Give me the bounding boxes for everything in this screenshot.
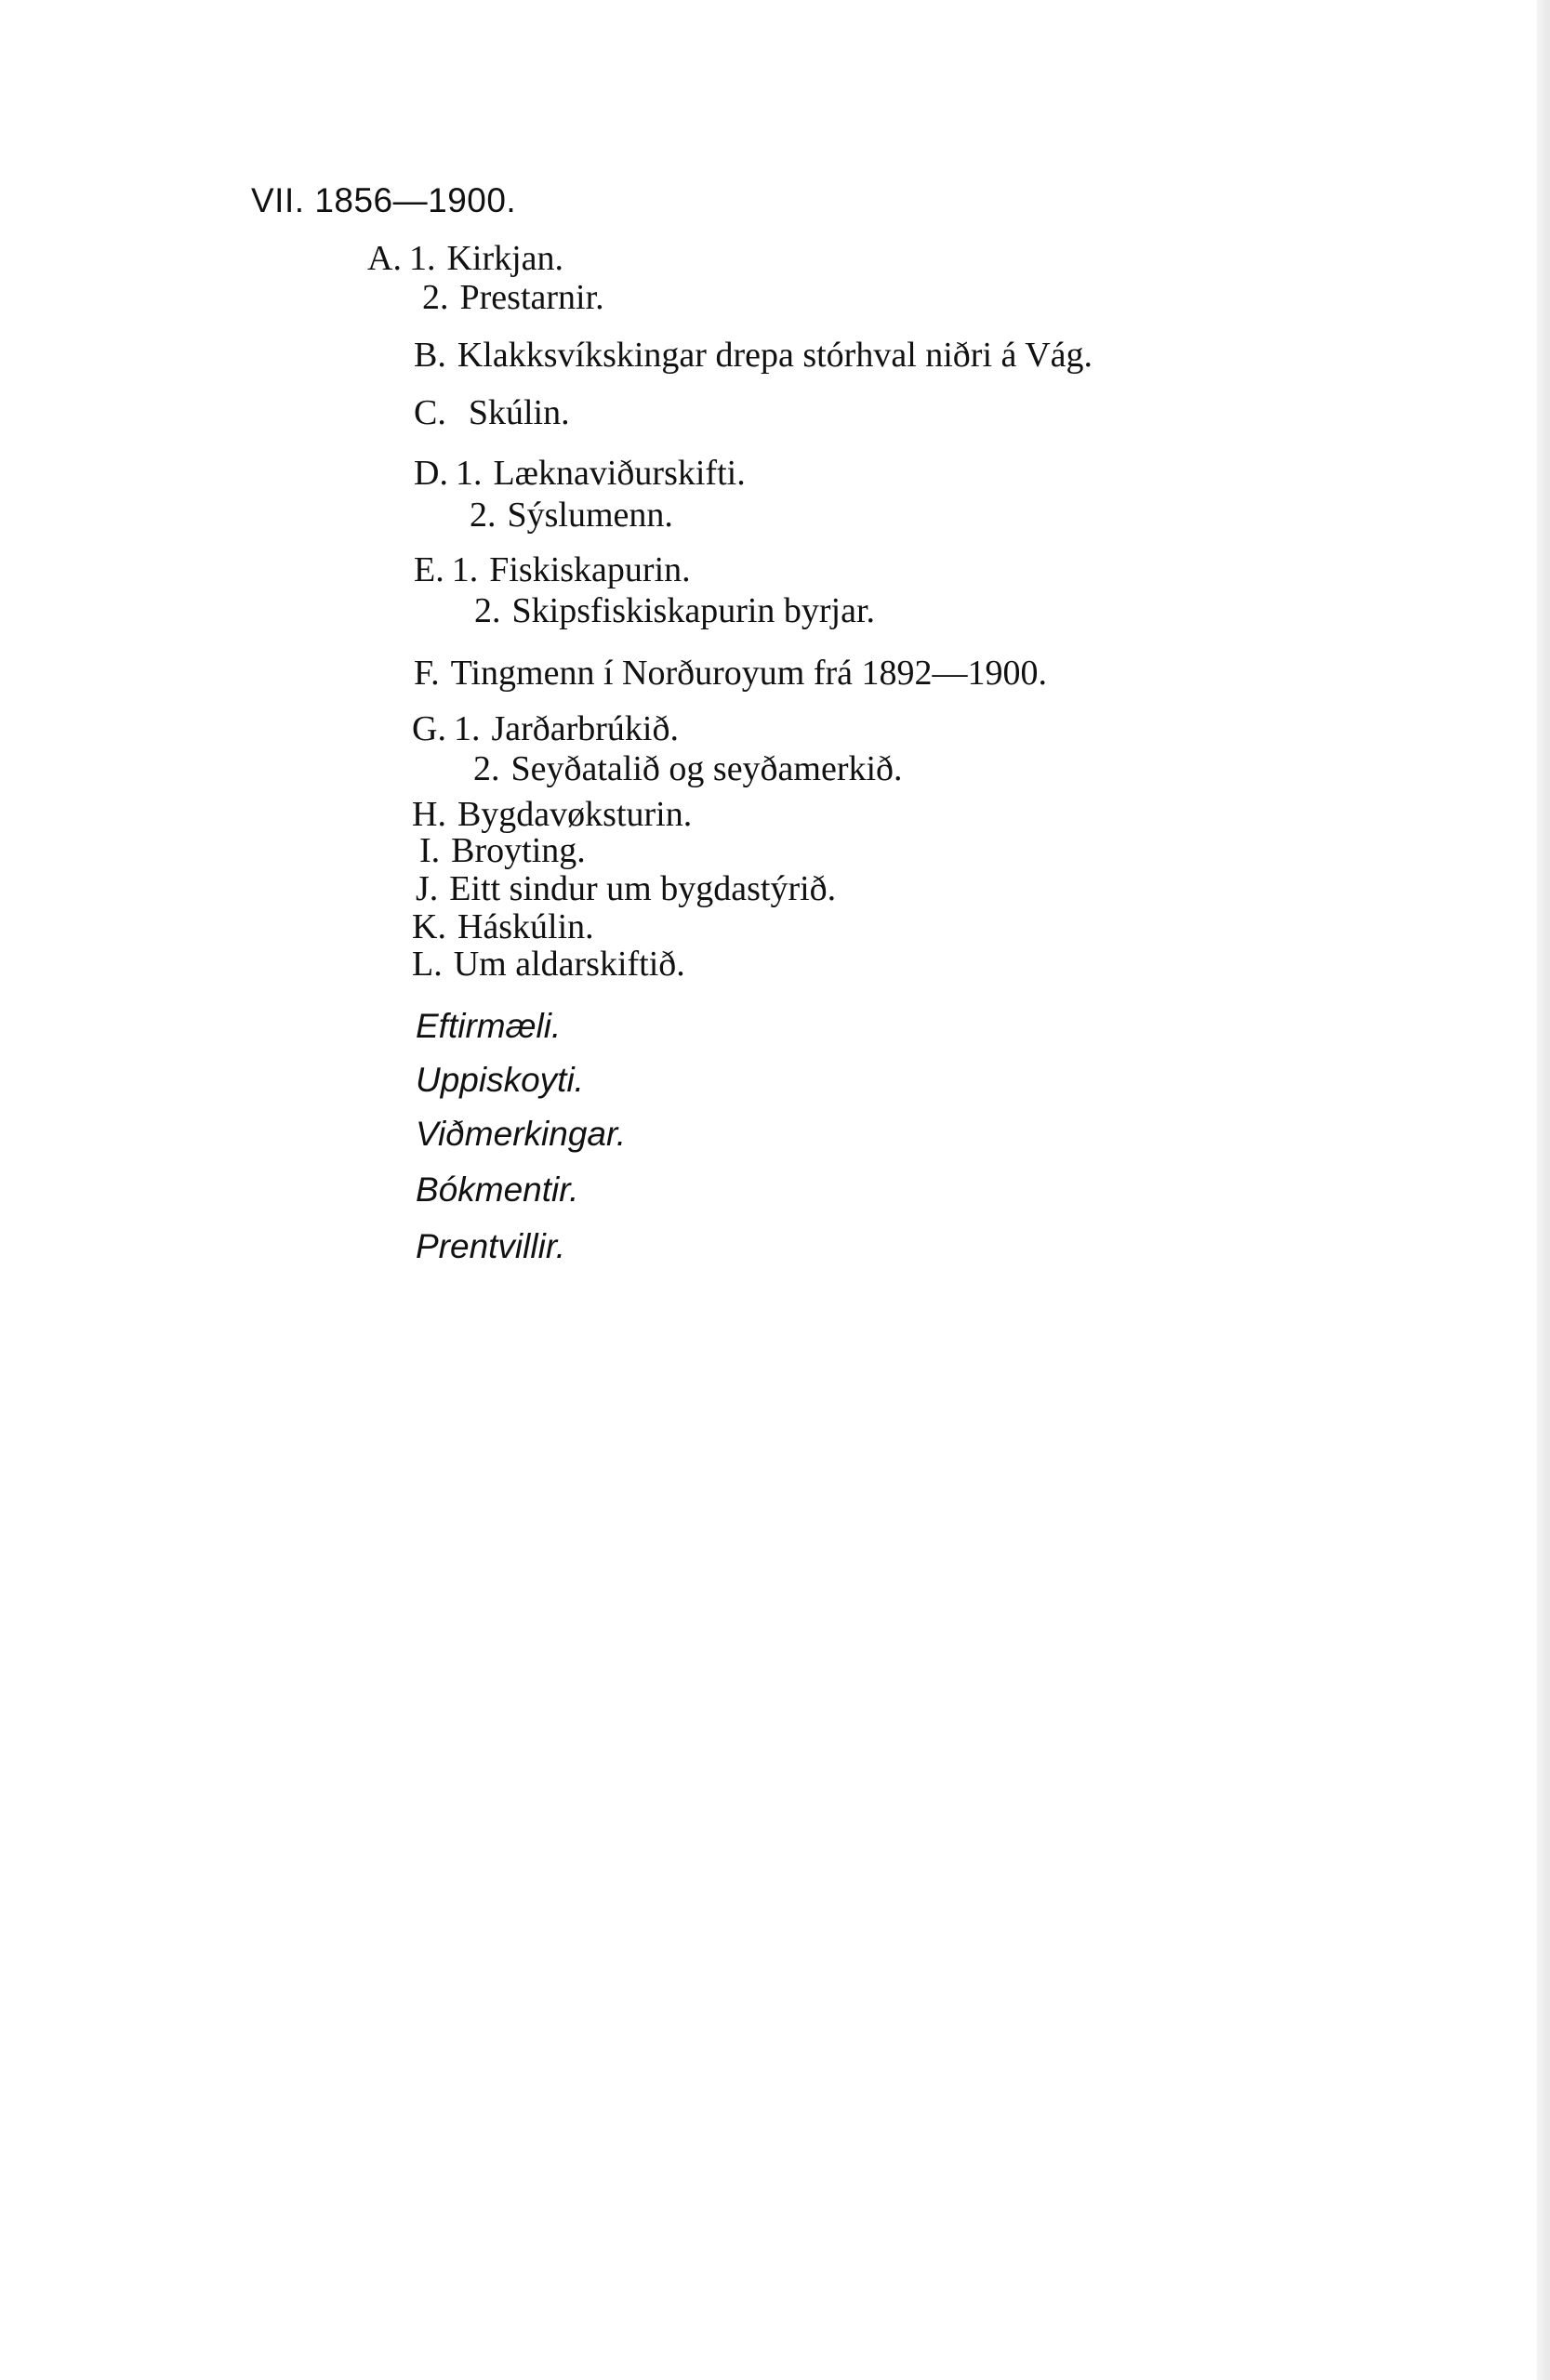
toc-entry-g2 — [466, 751, 903, 787]
entry-number: 1. — [453, 709, 481, 748]
section-label: VII. — [251, 181, 305, 219]
back-matter-bokmentir: Bókmentir. — [416, 1170, 579, 1209]
toc-entry-g1 — [412, 711, 679, 747]
toc-entry-j — [416, 871, 836, 906]
toc-entry-f — [414, 655, 1047, 691]
entry-title: Prestarnir. — [459, 278, 604, 317]
entry-number: 1. — [408, 239, 436, 278]
toc-entry-h — [412, 797, 692, 832]
entry-letter: K. — [412, 907, 446, 946]
entry-letter: E. — [414, 550, 444, 589]
section-years: 1856—1900. — [314, 181, 517, 219]
toc-entry-d1 — [414, 456, 746, 491]
entry-number: 2. — [470, 496, 497, 535]
page-edge-shadow — [1537, 0, 1550, 2380]
entry-title: Klakksvíkskingar drepa stórhval niðri á Vág. — [457, 336, 1093, 375]
toc-entry-l — [412, 946, 685, 982]
toc-entry-b — [414, 337, 1093, 373]
entry-letter: G. — [412, 709, 446, 748]
entry-letter: A. — [367, 239, 402, 278]
entry-title: Sýslumenn. — [507, 496, 673, 535]
toc-entry-a2 — [415, 280, 604, 315]
entry-title: Jarðarbrúkið. — [491, 709, 679, 748]
entry-title: Um aldarskiftið. — [453, 945, 685, 984]
back-matter-prentvillir: Prentvillir. — [416, 1227, 566, 1265]
entry-letter: D. — [414, 454, 448, 493]
entry-title: Háskúlin. — [457, 907, 594, 946]
entry-letter: J. — [416, 869, 439, 908]
entry-letter: L. — [412, 945, 443, 984]
entry-letter: I. — [419, 831, 441, 870]
entry-letter: C. — [414, 393, 446, 432]
entry-title: Læknaviðurskifti. — [493, 454, 746, 493]
back-matter-uppiskoyti: Uppiskoyti. — [416, 1061, 584, 1099]
entry-title: Seyðatalið og seyðamerkið. — [510, 749, 903, 788]
entry-letter: B. — [414, 336, 446, 375]
entry-title: Skipsfiskiskapurin byrjar. — [511, 591, 876, 630]
entry-title: Kirkjan. — [446, 239, 564, 278]
entry-title: Skúlin. — [468, 393, 570, 432]
entry-title: Bygdavøksturin. — [457, 795, 693, 834]
entry-number: 1. — [451, 550, 479, 589]
entry-title: Eitt sindur um bygdastýrið. — [449, 869, 837, 908]
toc-entry-e1 — [414, 552, 691, 588]
entry-letter: H. — [412, 795, 446, 834]
toc-entry-i — [419, 833, 586, 868]
section-heading — [251, 183, 516, 218]
entry-number: 2. — [473, 749, 500, 788]
entry-number: 2. — [474, 591, 501, 630]
entry-title: Broyting. — [451, 831, 586, 870]
back-matter-eftirmaeli: Eftirmæli. — [416, 1007, 562, 1045]
back-matter-vidmerkingar: Viðmerkingar. — [416, 1115, 627, 1153]
toc-entry-d2 — [462, 497, 673, 533]
entry-title: Tingmenn í Norðuroyum frá 1892—1900. — [450, 654, 1047, 693]
entry-number: 1. — [455, 454, 483, 493]
toc-entry-e2 — [467, 593, 875, 628]
toc-entry-c — [414, 395, 570, 430]
entry-letter: F. — [414, 654, 440, 693]
toc-entry-a1 — [367, 241, 563, 276]
entry-title: Fiskiskapurin. — [489, 550, 691, 589]
entry-number: 2. — [422, 278, 449, 317]
toc-entry-k — [412, 909, 594, 945]
